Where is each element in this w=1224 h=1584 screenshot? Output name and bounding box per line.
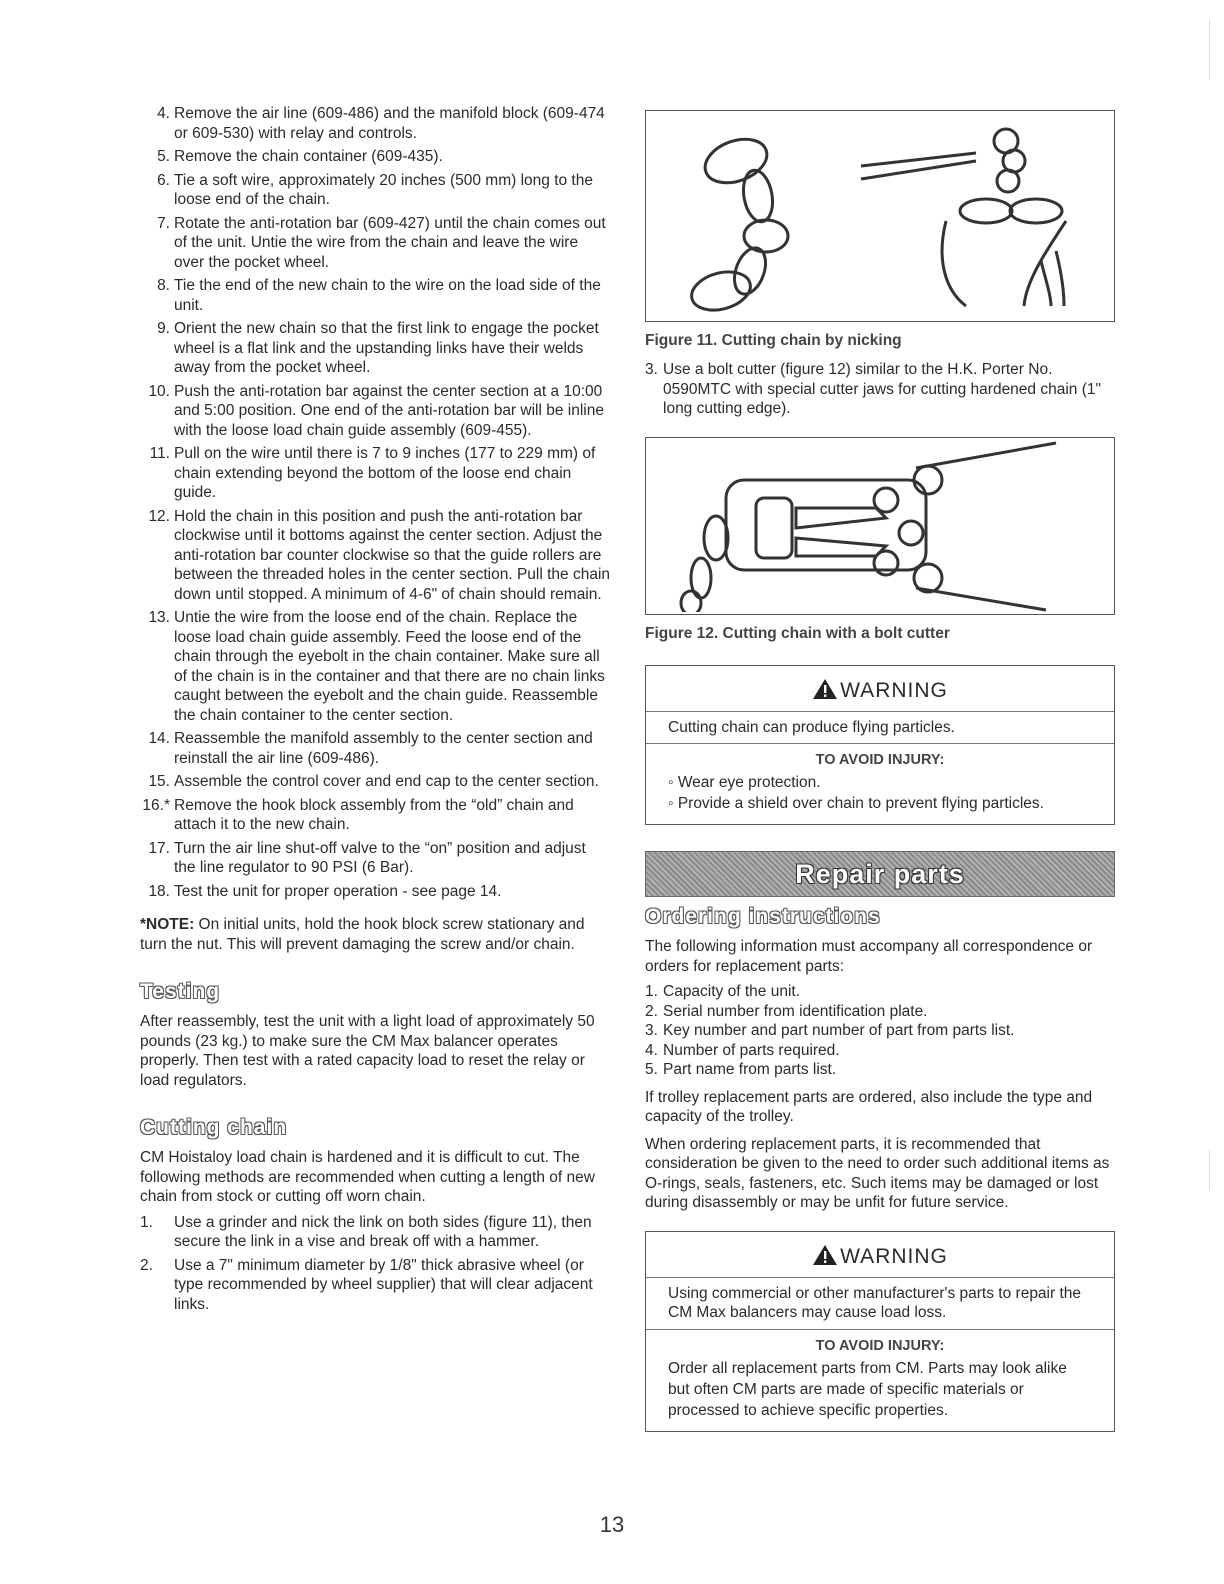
list-item: 12. Hold the chain in this position and push the anti-rotation bar clockwise until it bottoms against the center section. Adjust the anti-rotation bar counter clockwise so that the guide rollers are between the threaded holes in the center section. Pull the chain down until stopped. A minimum of 4-6" of chain should remain.: [148, 507, 611, 603]
warning-subtitle: TO AVOID INJURY:: [815, 752, 945, 768]
warning-subtitle: TO AVOID INJURY:: [815, 1337, 945, 1354]
list-item: 11. Pull on the wire until there is 7 to 9 inches (177 to 229 mm) of chain extending beyond the bottom of the loose end chain guide.: [149, 445, 596, 501]
warning-triangle-icon: [812, 1244, 838, 1266]
list-item: 3. Use a bolt cutter (figure 12) similar to the H.K. Porter No. 0590MTC with special cutter jaws for cutting hardened chain (1" long cutting edge).: [645, 361, 1101, 417]
bullet-icon: ◦: [668, 795, 678, 812]
warning-text: Cutting chain can produce flying particles.: [646, 712, 1114, 745]
list-item: 9. Orient the new chain so that the first link to engage the pocket wheel is a flat link and the upstanding links have their welds away from the pocket wheel.: [157, 320, 599, 376]
list-item: 5. Part name from parts list.: [645, 1061, 837, 1078]
list-item: 8. Tie the end of the new chain to the wire on the load side of the unit.: [157, 277, 601, 314]
figure-11: [645, 110, 1115, 322]
list-item: 4. Number of parts required.: [645, 1041, 840, 1059]
figure-12-caption: Figure 12. Cutting chain with a bolt cutter: [645, 624, 950, 642]
warning-header: WARNING: [646, 666, 1114, 712]
list-item: 13. Untie the wire from the loose end of the chain. Replace the loose load chain guide assembly. Feed the loose end of the chain through the eyebolt in the chain container. Make sure all of the chain is in the container and that there are no chain links caught between the eyebolt and the chain guide. Reassemble the chain container to the center section.: [148, 609, 605, 724]
list-item: 2. Serial number from identification plate.: [645, 1002, 928, 1020]
figure-11-caption: Figure 11. Cutting chain by nicking: [645, 332, 902, 349]
cutting-chain-heading: Cutting chain: [140, 1116, 288, 1139]
warning-load-loss: [645, 1231, 1115, 1432]
ordering-intro: The following information must accompany all correspondence or orders for replacement parts:: [645, 938, 1093, 975]
page-number: 13: [599, 1512, 625, 1537]
list-item: 7. Rotate the anti-rotation bar (609-427) until the chain comes out of the unit. Untie the wire from the chain and leave the wire over the pocket wheel.: [157, 214, 606, 271]
scan-edge-line: [1209, 1150, 1210, 1190]
bullet-icon: ◦: [668, 774, 678, 791]
scan-edge-line: [1209, 20, 1210, 80]
chain-nicking-illustration: [646, 111, 1114, 319]
left-column: [140, 104, 610, 1318]
figure-12: [645, 437, 1115, 615]
list-item: 4. Remove the air line (609-486) and the manifold block (609-474 or 609-530) with relay and controls.: [157, 105, 605, 142]
trolley-paragraph: If trolley replacement parts are ordered, also include the type and capacity of the trolley.: [645, 1088, 1093, 1125]
warning-flying-particles: [645, 665, 1115, 826]
list-item: 5. Remove the chain container (609-435).: [157, 148, 443, 165]
warning-text: Using commercial or other manufacturer's parts to repair the CM Max balancers may cause load loss.: [646, 1278, 1114, 1330]
cutting-steps: [140, 1213, 610, 1315]
recommendation-paragraph: When ordering replacement parts, it is recommended that consideration be given to the need to order such additional items as O-rings, seals, fasteners, etc. Such items may be damaged or lost during disassembly or may be unfit for future service.: [645, 1135, 1110, 1211]
chain-replacement-steps: [140, 104, 610, 901]
list-item: 14. Reassemble the manifold assembly to the center section and reinstall the air line (609-486).: [148, 730, 593, 767]
testing-paragraph: After reassembly, test the unit with a light load of approximately 50 pounds (23 kg.) to make sure the CM Max balancer operates properly. Then test with a rated capacity load to reset the relay or load regulators.: [140, 1013, 595, 1089]
list-item: 1. Capacity of the unit.: [645, 983, 800, 1000]
ordering-instructions-heading: Ordering instructions: [645, 905, 881, 928]
warning-list: [646, 770, 1114, 824]
right-column: [645, 110, 1115, 1432]
list-item: 16.* Remove the hook block assembly from the “old” chain and attach it to the new chain.: [142, 796, 574, 833]
cutting-chain-paragraph: CM Hoistaloy load chain is hardened and it is difficult to cut. The following methods are recommended when cutting a length of new chain from stock or cutting off worn chain.: [140, 1149, 595, 1205]
note-paragraph: *NOTE: On initial units, hold the hook block screw stationary and turn the nut. This will prevent damaging the screw and/or chain.: [140, 916, 585, 953]
testing-heading: Testing: [140, 980, 221, 1003]
list-item: 10. Push the anti-rotation bar against the center section at a 10:00 and 5:00 position. One end of the anti-rotation bar will be inline with the loose load chain guide assembly (609-455).: [148, 382, 604, 439]
cutting-steps-continued: [645, 360, 1115, 419]
warning-header: WARNING: [646, 1232, 1114, 1278]
list-item: 15. Assemble the control cover and end cap to the center section.: [148, 773, 599, 790]
warning-body: Order all replacement parts from CM. Parts may look alike but often CM parts are made of specific materials or processed to achieve specific properties.: [668, 1359, 1067, 1419]
list-item: 17. Turn the air line shut-off valve to the “on” position and adjust the line regulator to 90 PSI (6 Bar).: [148, 839, 586, 876]
warning-triangle-icon: [812, 678, 838, 700]
list-item: 18. Test the unit for proper operation - see page 14.: [148, 882, 502, 900]
list-item: ◦ Wear eye protection.: [668, 774, 821, 791]
bolt-cutter-illustration: [646, 438, 1114, 612]
list-item: 6. Tie a soft wire, approximately 20 inches (500 mm) long to the loose end of the chain.: [157, 171, 593, 208]
list-item: ◦ Provide a shield over chain to prevent flying particles.: [668, 795, 1044, 812]
list-item: 3. Key number and part number of part from parts list.: [645, 1022, 1015, 1039]
ordering-items: [645, 982, 1115, 1080]
list-item: 2. Use a 7" minimum diameter by 1/8" thick abrasive wheel (or type recommended by wheel supplier) that will clear adjacent links.: [140, 1256, 593, 1313]
list-item: 1. Use a grinder and nick the link on both sides (figure 11), then secure the link in a vise and break off with a hammer.: [140, 1213, 592, 1250]
repair-parts-banner: Repair parts: [645, 851, 1115, 897]
